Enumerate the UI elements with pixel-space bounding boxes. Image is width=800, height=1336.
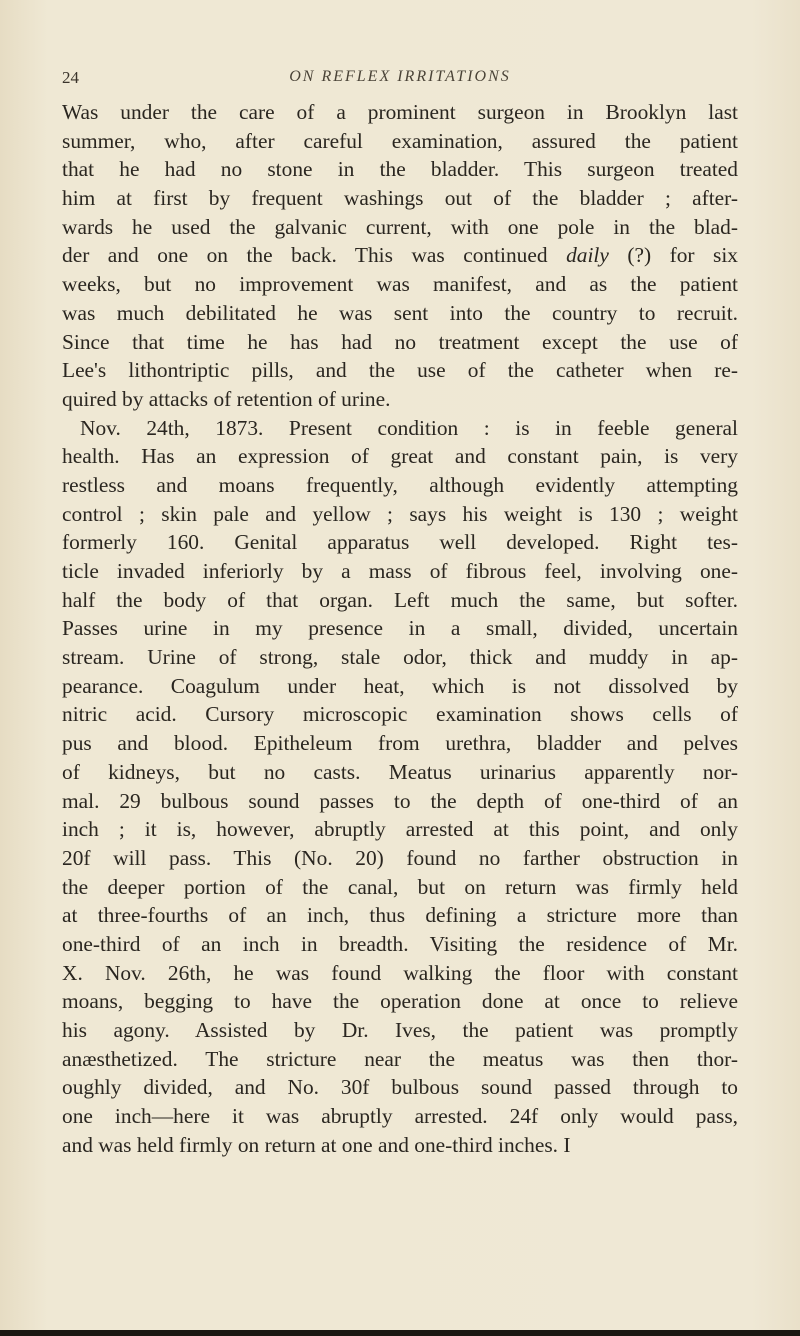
- italic-word: daily: [566, 243, 609, 268]
- text-line: pearance. Coagulum under heat, which is not dissolved by: [62, 673, 738, 698]
- text-line: Lee's lithontriptic pills, and the use of the catheter when re-: [62, 358, 738, 383]
- text-line: X. Nov. 26th, he was found walking the floor with constant: [62, 960, 738, 985]
- page-bottom-edge: [0, 1330, 800, 1336]
- text-line: Was under the care of a prominent surgeon in Brooklyn last: [62, 100, 738, 124]
- text-line: was much debilitated he was sent into the country to recruit.: [62, 300, 738, 325]
- text-line: health. Has an expression of great and constant pain, is very: [62, 444, 738, 469]
- text-line: quired by attacks of retention of urine.: [62, 386, 391, 411]
- text-line: summer, who, after careful examination, assured the patient: [62, 128, 738, 153]
- text-line: that he had no stone in the bladder. This surgeon treated: [62, 157, 738, 182]
- text-line: formerly 160. Genital apparatus well developed. Right tes-: [62, 530, 738, 555]
- text-line: oughly divided, and No. 30f bulbous sound passed through to: [62, 1075, 738, 1100]
- text-line: half the body of that organ. Left much the same, but softer.: [62, 587, 738, 612]
- text-line: Nov. 24th, 1873. Present condition : is in feeble general: [80, 415, 738, 440]
- text-line: stream. Urine of strong, stale odor, thick and muddy in ap-: [62, 645, 738, 670]
- text-line: ticle invaded inferiorly by a mass of fibrous feel, involving one-: [62, 559, 738, 583]
- text-line: at three-fourths of an inch, thus defining a stricture more than: [62, 903, 738, 928]
- text-line: of kidneys, but no casts. Meatus urinarius apparently nor-: [62, 759, 738, 784]
- text-line: one inch—here it was abruptly arrested. 24f only would pass,: [62, 1104, 738, 1129]
- text-line: 20f will pass. This (No. 20) found no farther obstruction in: [62, 845, 738, 870]
- text-line: inch ; it is, however, abruptly arrested at this point, and only: [62, 817, 738, 842]
- body-text: [62, 98, 738, 1159]
- text-line: der and one on the back. This was continued daily (?) for six: [62, 243, 738, 268]
- text-line: pus and blood. Epitheleum from urethra, bladder and pelves: [62, 731, 738, 756]
- text-line: his agony. Assisted by Dr. Ives, the patient was promptly: [62, 1018, 738, 1042]
- running-title: ON REFLEX IRRITATIONS: [289, 68, 511, 85]
- page-number: 24: [62, 68, 79, 87]
- running-head: [62, 68, 738, 90]
- text-line: Since that time he has had no treatment except the use of: [62, 329, 738, 354]
- text-line: Passes urine in my presence in a small, divided, uncertain: [62, 616, 738, 641]
- text-line: nitric acid. Cursory microscopic examination shows cells of: [62, 702, 738, 727]
- text-line: him at first by frequent washings out of the bladder ; after-: [62, 186, 738, 211]
- text-line: and was held firmly on return at one and one-third inches. I: [62, 1132, 571, 1157]
- text-line: wards he used the galvanic current, with one pole in the blad-: [62, 214, 738, 239]
- text-line: one-third of an inch in breadth. Visiting the residence of Mr.: [62, 931, 738, 956]
- text-line: control ; skin pale and yellow ; says his weight is 130 ; weight: [62, 501, 738, 526]
- text-line: anæsthetized. The stricture near the meatus was then thor-: [62, 1046, 738, 1071]
- text-line: weeks, but no improvement was manifest, and as the patient: [62, 272, 738, 297]
- text-line: the deeper portion of the canal, but on return was firmly held: [62, 874, 738, 899]
- text-line: mal. 29 bulbous sound passes to the depth of one-third of an: [62, 788, 738, 813]
- text-line: restless and moans frequently, although evidently attempting: [62, 472, 738, 497]
- text-line: moans, begging to have the operation done at once to relieve: [62, 989, 738, 1014]
